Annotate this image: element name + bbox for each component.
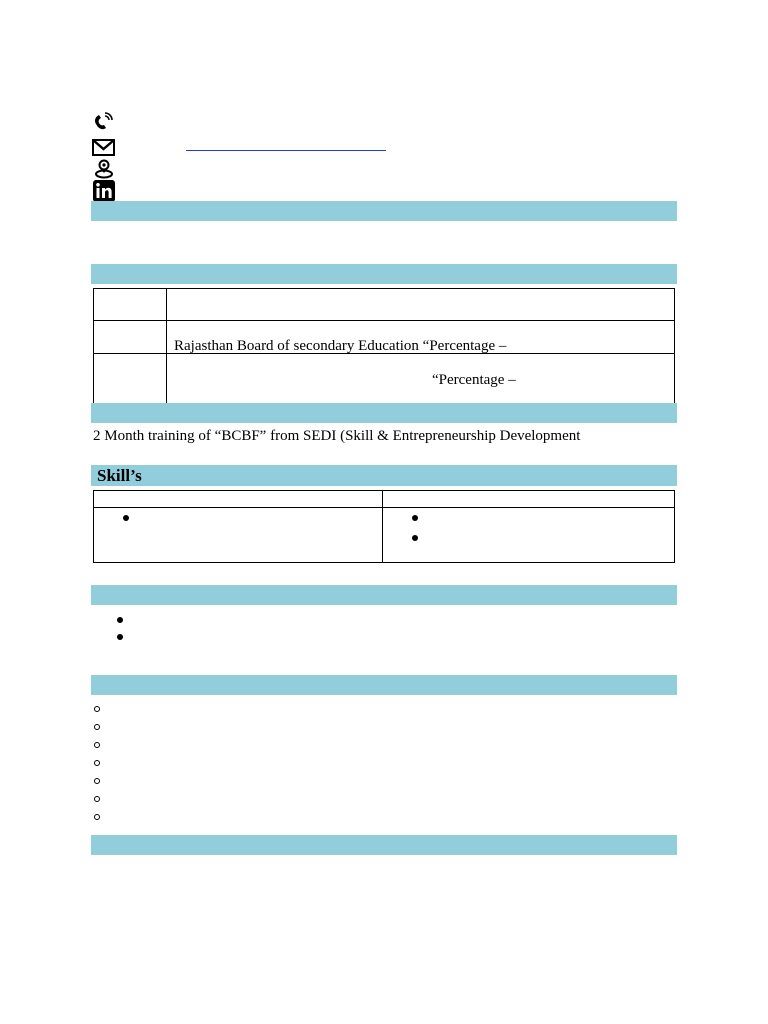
mail-icon: [92, 137, 116, 159]
education-table-divider: [166, 288, 167, 404]
list-item-bullet: [94, 796, 100, 802]
section-band-7: [91, 835, 677, 855]
section-band-training: [91, 403, 677, 423]
list-item-bullet: [412, 515, 418, 521]
section-band-objective: [91, 201, 677, 221]
location-icon: [92, 158, 116, 180]
skills-header-separator: [93, 507, 675, 508]
education-row-separator: [93, 320, 675, 321]
education-row-2-text: Rajasthan Board of secondary Education “Percentage –: [174, 338, 507, 354]
skills-heading: Skill’s: [97, 466, 142, 485]
email-link[interactable]: [186, 150, 386, 151]
list-item-bullet: [94, 760, 100, 766]
list-item-bullet: [117, 617, 123, 623]
skills-table-divider: [382, 490, 383, 563]
section-band-6: [91, 675, 677, 695]
section-band-5: [91, 585, 677, 605]
list-item-bullet: [94, 706, 100, 712]
list-item-bullet: [412, 535, 418, 541]
list-item-bullet: [94, 778, 100, 784]
list-item-bullet: [123, 515, 129, 521]
training-text: 2 Month training of “BCBF” from SEDI (Skill & Entrepreneurship Development: [93, 428, 581, 444]
list-item-bullet: [94, 742, 100, 748]
linkedin-icon[interactable]: [92, 180, 116, 202]
section-band-skills: [91, 465, 677, 486]
section-band-education: [91, 264, 677, 284]
phone-icon: [92, 110, 116, 132]
skills-table: [93, 490, 675, 563]
list-item-bullet: [94, 814, 100, 820]
list-item-bullet: [117, 634, 123, 640]
education-row-3-text: “Percentage –: [432, 372, 516, 388]
list-item-bullet: [94, 724, 100, 730]
